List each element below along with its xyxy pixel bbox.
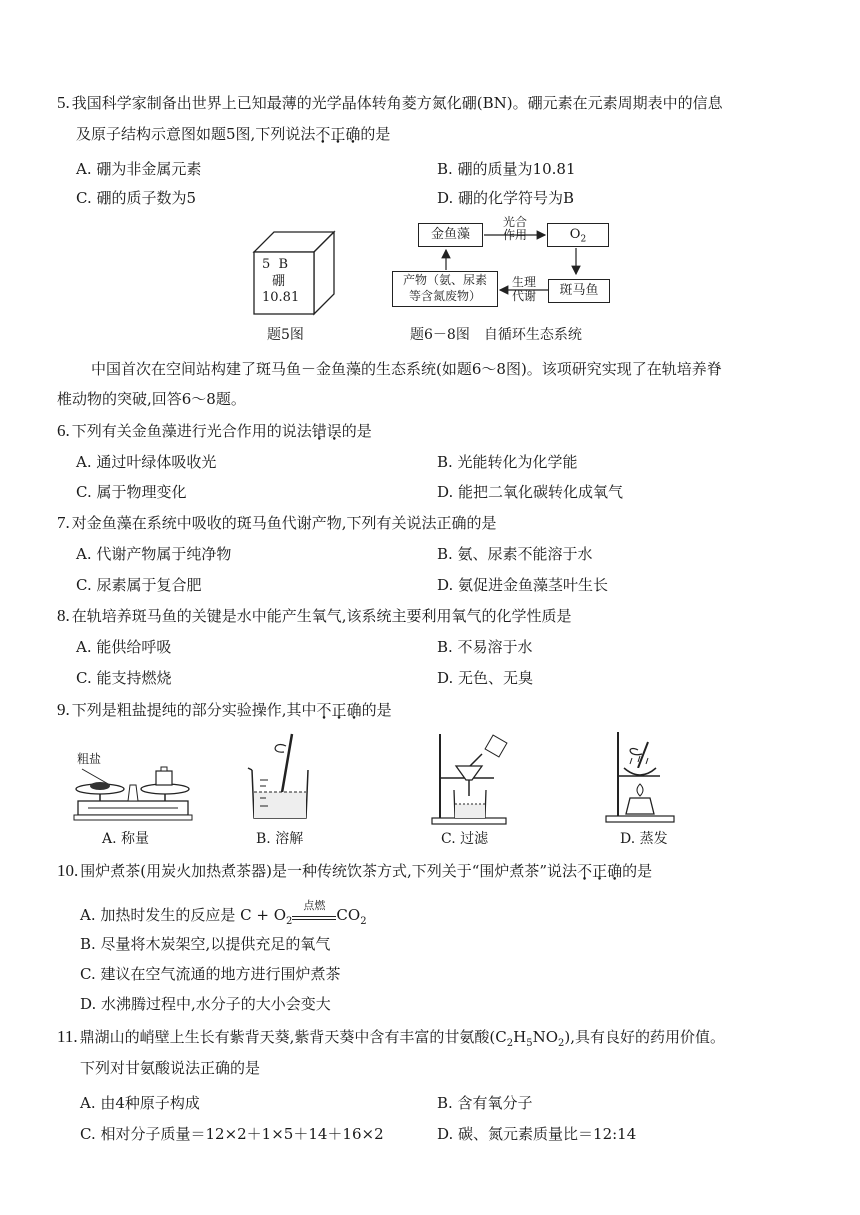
q7-option-b: B. 氨、尿素不能溶于水 — [437, 545, 593, 563]
balance-weighing-figure — [70, 755, 195, 825]
q8-option-a: A. 能供给呼吸 — [76, 638, 172, 656]
q7-option-c: C. 尿素属于复合肥 — [76, 576, 202, 594]
q7-number: 7. — [57, 513, 70, 532]
beaker-stirring-figure — [240, 730, 320, 825]
intro-line1: 中国首次在空间站构建了斑马鱼－金鱼藻的生态系统(如题6～8图)。该项研究实现了在轨培养脊 — [91, 360, 722, 378]
q6-stem — [57, 421, 372, 441]
q10-option-d: D. 水沸腾过程中,水分子的大小会变大 — [80, 995, 331, 1013]
q6-stem-end: 的是 — [341, 422, 372, 440]
oxygen-subscript: 2 — [580, 234, 587, 245]
q7-stem — [57, 513, 497, 533]
label-metabolism — [506, 275, 542, 303]
label-metabolism-1: 生理 — [511, 275, 536, 289]
emph-char: 确 — [346, 701, 362, 719]
q8-option-c: C. 能支持燃烧 — [76, 669, 172, 687]
q7-option-a: A. 代谢产物属于纯净物 — [76, 545, 232, 563]
q5-option-a: A. 硼为非金属元素 — [76, 160, 202, 178]
q10-stem-end: 的是 — [622, 862, 653, 880]
q11-option-c: C. 相对分子质量＝12×2＋1×5＋14＋16×2 — [80, 1125, 384, 1143]
q8-number: 8. — [57, 606, 70, 625]
element-number: 5 — [262, 257, 271, 272]
q8-stem — [57, 606, 572, 626]
q11-stem-text: 鼎湖山的峭壁上生长有紫背天葵,紫背天葵中含有丰富的甘氨酸(C — [79, 1028, 507, 1046]
q9-number: 9. — [57, 700, 70, 719]
filtration-figure — [430, 730, 510, 828]
q11-option-b: B. 含有氧分子 — [437, 1094, 533, 1112]
q5-option-b: B. 硼的质量为10.81 — [437, 160, 576, 178]
q5-option-d: D. 硼的化学符号为B — [437, 189, 575, 207]
box-products — [392, 271, 498, 307]
intro-line2: 椎动物的突破,回答6～8题。 — [57, 390, 246, 408]
emph-char: 误 — [326, 422, 342, 440]
q5-line1 — [57, 93, 723, 113]
evaporation-figure — [600, 728, 680, 826]
reaction-condition — [292, 899, 336, 920]
q10-option-b: B. 尽量将木炭架空,以提供充足的氧气 — [80, 935, 331, 953]
q11-stem-1 — [57, 1027, 725, 1054]
element-number-symbol — [262, 257, 288, 273]
formula-sub: 2 — [558, 1038, 565, 1049]
q10-stem-text: 围炉煮茶(用炭火加热煮茶器)是一种传统饮茶方式,下列关于“围炉煮茶”说法 — [80, 862, 578, 880]
box-algae: 金鱼藻 — [418, 223, 483, 247]
q6-option-c: C. 属于物理变化 — [76, 483, 187, 501]
formula-no: NO — [532, 1028, 559, 1046]
emph-char: 正 — [331, 701, 347, 719]
emph-char: 正 — [330, 125, 346, 143]
condition-label: 点燃 — [303, 899, 326, 912]
formula-sub: 5 — [526, 1038, 533, 1049]
element-symbol: B — [278, 257, 289, 272]
q9-stem — [57, 700, 392, 720]
co2-subscript: 2 — [360, 916, 367, 927]
q11-stem-2: 下列对甘氨酸说法正确的是 — [80, 1059, 261, 1077]
q9-stem-end: 的是 — [361, 701, 392, 719]
products-line1: 产物（氨、尿素 — [402, 273, 487, 287]
q6-number: 6. — [57, 421, 70, 440]
fig-c-caption: C. 过滤 — [441, 831, 489, 847]
fig-d-caption: D. 蒸发 — [620, 831, 668, 847]
label-crude-salt: 粗盐 — [77, 752, 102, 766]
q5-stem-3: 的是 — [360, 125, 391, 143]
oxygen-symbol: O — [569, 227, 581, 242]
q10-option-a-text: A. 加热时发生的反应是 C + O — [80, 906, 287, 924]
q11-option-d: D. 碳、氮元素质量比＝12:14 — [437, 1125, 637, 1143]
emph-char: 确 — [345, 125, 361, 143]
q8-option-d: D. 无色、无臭 — [437, 669, 534, 687]
label-photosynthesis-2: 作用 — [502, 228, 527, 242]
q11-number: 11. — [57, 1027, 78, 1046]
q11-stem-end: ),具有良好的药用价值。 — [564, 1028, 726, 1046]
q9-stem-text: 下列是粗盐提纯的部分实验操作,其中 — [71, 701, 317, 719]
q6-stem-text: 下列有关金鱼藻进行光合作用的说法 — [71, 422, 312, 440]
q11-option-a: A. 由4种原子构成 — [80, 1094, 200, 1112]
emph-char: 错 — [311, 422, 327, 440]
emph-char: 不 — [577, 862, 593, 880]
q7-option-d: D. 氨促进金鱼藻茎叶生长 — [437, 576, 609, 594]
label-metabolism-2: 代谢 — [511, 289, 536, 303]
q7-stem-text: 对金鱼藻在系统中吸收的斑马鱼代谢产物,下列有关说法正确的是 — [71, 514, 497, 532]
q10-number: 10. — [57, 861, 79, 880]
formula-h: H — [513, 1028, 527, 1046]
emph-char: 不 — [316, 701, 332, 719]
element-name: 硼 — [272, 274, 286, 289]
q6-option-b: B. 光能转化为化学能 — [437, 453, 578, 471]
o2-subscript: 2 — [286, 916, 293, 927]
box-fish: 斑马鱼 — [548, 279, 610, 303]
emph-char: 确 — [607, 862, 623, 880]
emph-char: 正 — [592, 862, 608, 880]
label-photosynthesis-1: 光合 — [502, 215, 527, 229]
products-line2: 等含氮废物） — [408, 289, 481, 303]
fig-a-caption: A. 称量 — [102, 831, 150, 847]
fig5-caption: 题5图 — [267, 327, 304, 343]
q5-stem-1: 我国科学家制备出世界上已知最薄的光学晶体转角菱方氮化硼(BN)。硼元素在元素周期表中的信息 — [71, 94, 723, 112]
box-oxygen — [547, 223, 609, 247]
q5-stem-2: 及原子结构示意图如题5图,下列说法 — [76, 125, 316, 143]
emph-char: 不 — [315, 125, 331, 143]
q10-option-c: C. 建议在空气流通的地方进行围炉煮茶 — [80, 965, 341, 983]
fig6-8-caption: 题6－8图 自循环生态系统 — [410, 327, 582, 343]
q5-number: 5. — [57, 93, 70, 112]
q6-option-a: A. 通过叶绿体吸收光 — [76, 453, 217, 471]
product-formula: CO — [336, 906, 361, 924]
q8-stem-text: 在轨培养斑马鱼的关键是水中能产生氧气,该系统主要利用氧气的化学性质是 — [71, 607, 572, 625]
fig-b-caption: B. 溶解 — [256, 831, 304, 847]
q6-option-d: D. 能把二氧化碳转化成氧气 — [437, 483, 624, 501]
q5-option-c: C. 硼的质子数为5 — [76, 189, 197, 207]
formula-sub: 2 — [506, 1038, 514, 1049]
label-photosynthesis — [497, 216, 533, 242]
q5-line2 — [76, 124, 390, 144]
q8-option-b: B. 不易溶于水 — [437, 638, 533, 656]
q10-stem — [57, 861, 652, 881]
element-mass: 10.81 — [262, 290, 300, 305]
q10-option-a — [80, 899, 367, 932]
